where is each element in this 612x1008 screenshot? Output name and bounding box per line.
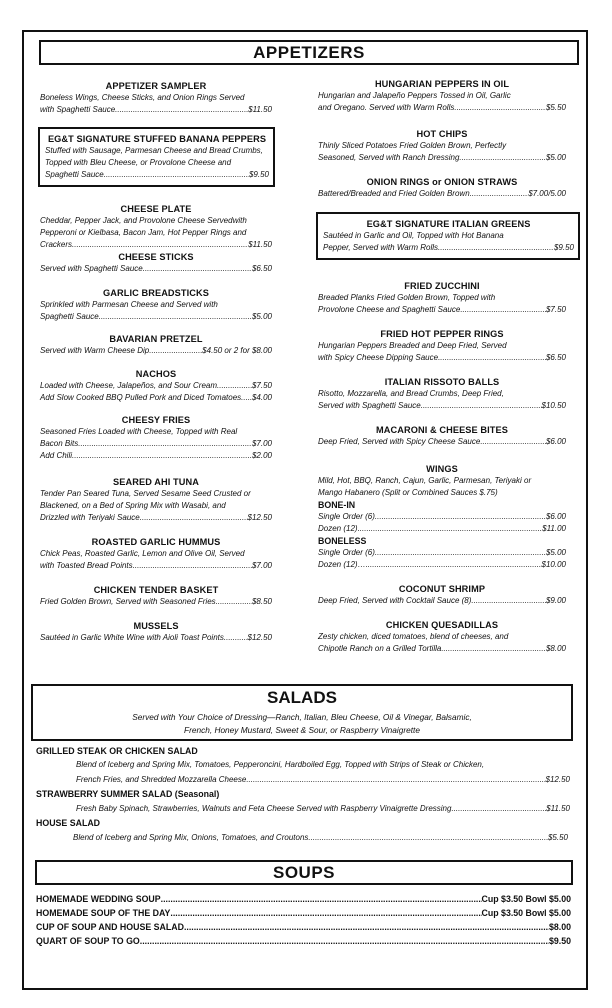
dot-leader <box>143 263 252 275</box>
hungarian-peppers-in-oil-price: $5.50 <box>545 103 566 112</box>
hot-chips-price: $5.00 <box>545 153 566 162</box>
roasted-garlic-hummus-description: Chick Peas, Roasted Garlic, Lemon and Olive Oil, Served <box>40 549 245 558</box>
menu-item-chicken-quesadillas <box>318 619 566 655</box>
salad-desc-1b: French Fries, and Shredded Mozzarella Cheese <box>76 775 247 784</box>
dot-leader <box>115 104 248 116</box>
menu-item-seared-ahi-tuna <box>40 476 272 524</box>
hungarian-peppers-in-oil-name: HUNGARIAN PEPPERS IN OIL <box>374 79 510 89</box>
dot-leader <box>438 352 546 364</box>
italian-rissoto-balls-price-line <box>318 400 566 412</box>
wings-boneless-price: $10.00 <box>541 560 566 569</box>
italian-rissoto-balls-line-text: Served with Spaghetti Sauce <box>318 401 421 410</box>
egandt-signature-italian-greens-line-text: Pepper, Served with Warm Rolls <box>323 243 439 252</box>
menu-item-italian-rissoto-balls <box>318 376 566 412</box>
menu-item-bavarian-pretzel <box>40 333 272 357</box>
fried-hot-pepper-rings-name: FRIED HOT PEPPER RINGS <box>380 329 504 339</box>
seared-ahi-tuna-description: Tender Pan Seared Tuna, Served Sesame Seed Crusted or Blackened, on a Bed of Spring Mix with Wasabi, and <box>40 489 251 510</box>
coconut-shrimp-name: COCONUT SHRIMP <box>398 584 486 594</box>
wings-bone-in-price: $11.00 <box>542 524 566 533</box>
hot-chips-name: HOT CHIPS <box>416 129 468 139</box>
cheese-sticks-price: $6.50 <box>251 264 272 273</box>
menu-item-chicken-tender-basket <box>40 584 272 608</box>
macaroni-and-cheese-bites-line-text: Deep Fried, Served with Spicy Cheese Sauce <box>318 437 481 446</box>
dot-leader <box>149 345 202 357</box>
menu-item-macaroni-and-cheese-bites <box>318 424 566 448</box>
soup-name-2: HOMEMADE SOUP OF THE DAY <box>36 908 171 918</box>
nachos-price: $7.50 <box>251 381 272 390</box>
wings-description: Mild, Hot, BBQ, Ranch, Cajun, Garlic, Parmesan, Teriyaki or Mango Habanero (Split or Combined Sauces $.75) <box>318 476 532 497</box>
hungarian-peppers-in-oil-description: Hungarian and Jalapeño Peppers Tossed in Oil, Garlic <box>318 91 511 100</box>
salad-price-1: $12.50 <box>545 775 570 784</box>
garlic-breadsticks-price: $5.00 <box>251 312 272 321</box>
soup-row-4 <box>36 935 571 947</box>
egandt-signature-stuffed-banana-peppers-line-text: Spaghetti Sauce <box>45 170 104 179</box>
dressing-note-line-1: Served with Your Choice of Dressing—Ranch, Italian, Bleu Cheese, Oil & Vinegar, Balsamic, <box>132 712 472 722</box>
menu-item-onion-rings-or-onion-straws <box>318 176 566 200</box>
wings-bone-in-price-line <box>318 511 566 523</box>
nachos-line-text: Loaded with Cheese, Jalapeños, and Sour Cream <box>40 381 217 390</box>
coconut-shrimp-price: $9.00 <box>545 596 566 605</box>
egandt-signature-italian-greens-description: Sautéed in Garlic and Oil, Topped with Hot Banana <box>323 231 504 240</box>
menu-item-wings <box>318 463 566 571</box>
seared-ahi-tuna-name: SEARED AHI TUNA <box>113 477 199 487</box>
appetizer-sampler-description: Boneless Wings, Cheese Sticks, and Onion Rings Served <box>40 93 245 102</box>
salad-row-2 <box>76 803 570 815</box>
menu-item-cheesy-fries <box>40 414 272 462</box>
appetizers-title: APPETIZERS <box>253 43 365 62</box>
dot-leader <box>72 239 248 251</box>
onion-rings-or-onion-straws-line-text: Battered/Breaded and Fried Golden Brown <box>318 189 470 198</box>
dot-leader <box>133 560 252 572</box>
salad-name-1: GRILLED STEAK OR CHICKEN SALAD <box>36 746 198 756</box>
egandt-signature-stuffed-banana-peppers-price-line <box>45 169 269 181</box>
menu-item-cheese-plate <box>40 203 272 251</box>
egandt-signature-stuffed-banana-peppers-price: $9.50 <box>248 170 269 179</box>
italian-rissoto-balls-price: $10.50 <box>541 401 566 410</box>
dot-leader <box>460 304 546 316</box>
dot-leader <box>441 643 546 655</box>
fried-zucchini-description: Breaded Planks Fried Golden Brown, Topped with <box>318 293 496 302</box>
dot-leader <box>470 188 529 200</box>
macaroni-and-cheese-bites-name: MACARONI & CHEESE BITES <box>376 425 508 435</box>
soup-price-2: Cup $3.50 Bowl $5.00 <box>481 908 571 918</box>
italian-rissoto-balls-name: ITALIAN RISSOTO BALLS <box>384 377 500 387</box>
macaroni-and-cheese-bites-price-line <box>318 436 566 448</box>
menu-item-egandt-signature-stuffed-banana-peppers <box>38 127 275 187</box>
italian-rissoto-balls-description: Risotto, Mozzarella, and Bread Crumbs, Deep Fried, <box>318 389 504 398</box>
macaroni-and-cheese-bites-price: $6.00 <box>545 437 566 446</box>
roasted-garlic-hummus-price: $7.00 <box>251 561 272 570</box>
menu-item-garlic-breadsticks <box>40 287 272 323</box>
hungarian-peppers-in-oil-price-line <box>318 102 566 114</box>
cheesy-fries-name: CHEESY FRIES <box>121 415 191 425</box>
chicken-tender-basket-line-text: Fried Golden Brown, Served with Seasoned Fries <box>40 597 216 606</box>
appetizers-left-column <box>40 80 272 644</box>
dot-leader <box>375 547 546 559</box>
fried-zucchini-name: FRIED ZUCCHINI <box>404 281 480 291</box>
mussels-price-line <box>40 632 272 644</box>
wings-boneless-price-line <box>318 559 566 571</box>
salad-price-3: $5.50 <box>547 833 568 842</box>
bavarian-pretzel-line-text: Served with Warm Cheese Dip <box>40 346 150 355</box>
onion-rings-or-onion-straws-name: ONION RINGS or ONION STRAWS <box>366 177 518 187</box>
cheesy-fries-price: $2.00 <box>251 451 272 460</box>
menu-item-coconut-shrimp <box>318 583 566 607</box>
menu-item-egandt-signature-italian-greens <box>316 212 580 260</box>
seared-ahi-tuna-line-text: Drizzled with Teriyaki Sauce <box>40 513 140 522</box>
coconut-shrimp-price-line <box>318 595 566 607</box>
cheese-sticks-name: CHEESE STICKS <box>118 252 194 262</box>
garlic-breadsticks-description: Sprinkled with Parmesan Cheese and Served with <box>40 300 218 309</box>
appetizers-right-column <box>318 78 574 655</box>
dot-leader <box>224 632 248 644</box>
dot-leader <box>216 596 252 608</box>
dot-leader <box>375 511 546 523</box>
wings-bone-in-line-text: Dozen (12) <box>318 524 358 533</box>
fried-hot-pepper-rings-price-line <box>318 352 566 364</box>
cheesy-fries-line-text: Bacon Bits <box>40 439 79 448</box>
dot-leader <box>459 152 546 164</box>
dot-leader <box>140 512 248 524</box>
wings-name: WINGS <box>426 464 458 474</box>
salad-desc-2: Fresh Baby Spinach, Strawberries, Walnuts and Feta Cheese Served with Raspberry Vinaigrette Dressing <box>76 804 452 813</box>
menu-item-appetizer-sampler <box>40 80 272 116</box>
soup-row-1 <box>36 893 571 905</box>
fried-hot-pepper-rings-line-text: with Spicy Cheese Dipping Sauce <box>318 353 439 362</box>
dot-leader <box>480 436 546 448</box>
chicken-quesadillas-description: Zesty chicken, diced tomatoes, blend of cheeses, and <box>318 632 509 641</box>
coconut-shrimp-line-text: Deep Fried, Served with Cocktail Sauce (8) <box>318 596 472 605</box>
chicken-tender-basket-price: $8.50 <box>251 597 272 606</box>
menu-item-roasted-garlic-hummus <box>40 536 272 572</box>
dot-leader <box>438 242 554 254</box>
cheese-sticks-price-line <box>40 263 272 275</box>
wings-bone-in-label: BONE-IN <box>318 500 356 510</box>
chicken-tender-basket-name: CHICKEN TENDER BASKET <box>93 585 219 595</box>
egandt-signature-italian-greens-price: $9.50 <box>553 243 574 252</box>
seared-ahi-tuna-price: $12.50 <box>247 513 272 522</box>
wings-bone-in-price: $6.00 <box>545 512 566 521</box>
onion-rings-or-onion-straws-price-line <box>318 188 566 200</box>
hot-chips-line-text: Seasoned, Served with Ranch Dressing <box>318 153 460 162</box>
mussels-name: MUSSELS <box>133 621 179 631</box>
appetizer-sampler-price-line <box>40 104 272 116</box>
onion-rings-or-onion-straws-price: $7.00/5.00 <box>528 189 566 198</box>
wings-bone-in-line-text: Single Order (6) <box>318 512 375 521</box>
fried-zucchini-line-text: Provolone Cheese and Spaghetti Sauce <box>318 305 461 314</box>
nachos-price-line <box>40 380 272 392</box>
wings-boneless-line-text: Dozen (12)… <box>318 560 366 569</box>
soup-price-4: $9.50 <box>548 936 571 946</box>
nachos-line-text: Add Slow Cooked BBQ Pulled Pork and Diced Tomatoes <box>40 393 242 402</box>
appetizer-sampler-line-text: with Spaghetti Sauce <box>40 105 116 114</box>
garlic-breadsticks-name: GARLIC BREADSTICKS <box>103 288 209 298</box>
egandt-signature-stuffed-banana-peppers-name: EG&T SIGNATURE STUFFED BANANA PEPPERS <box>47 134 267 144</box>
chicken-quesadillas-line-text: Chipotle Ranch on a Grilled Tortilla <box>318 644 442 653</box>
chicken-tender-basket-price-line <box>40 596 272 608</box>
wings-boneless-label: BONELESS <box>318 536 367 546</box>
salad-row-1 <box>76 774 570 786</box>
cheesy-fries-price-line <box>40 450 272 462</box>
soup-name-4: QUART OF SOUP TO GO <box>36 936 140 946</box>
egandt-signature-stuffed-banana-peppers-description: Stuffed with Sausage, Parmesan Cheese and Bread Crumbs, Topped with Bleu Cheese, or Provolone Cheese and <box>45 146 263 167</box>
appetizer-sampler-price: $11.50 <box>248 105 272 114</box>
dressing-note-line-2: French, Honey Mustard, Sweet & Sour, or Raspberry Vinaigrette <box>184 725 420 735</box>
dot-leader <box>358 523 543 535</box>
garlic-breadsticks-line-text: Spaghetti Sauce <box>40 312 99 321</box>
salad-name-2: STRAWBERRY SUMMER SALAD (Seasonal) <box>36 789 220 799</box>
seared-ahi-tuna-price-line <box>40 512 272 524</box>
chicken-quesadillas-price: $8.00 <box>545 644 566 653</box>
chicken-quesadillas-name: CHICKEN QUESADILLAS <box>385 620 499 630</box>
menu-item-hot-chips <box>318 128 566 164</box>
cheese-plate-description: Cheddar, Pepper Jack, and Provolone Cheese Servedwith Pepperoni or Kielbasa, Bacon Jam, Hot Pepper Rings and <box>40 216 247 237</box>
dot-leader <box>78 438 252 450</box>
cheesy-fries-price-line <box>40 438 272 450</box>
cheese-plate-price: $11.50 <box>248 240 272 249</box>
menu-item-fried-hot-pepper-rings <box>318 328 566 364</box>
mussels-line-text: Sautéed in Garlic White Wine with Aioli Toast Points <box>40 633 224 642</box>
menu-item-hungarian-peppers-in-oil <box>318 78 566 114</box>
soup-name-3: CUP OF SOUP AND HOUSE SALAD <box>36 922 184 932</box>
salads-title: SALADS <box>267 688 337 707</box>
bavarian-pretzel-price: $4.50 or 2 for $8.00 <box>202 346 272 355</box>
roasted-garlic-hummus-line-text: with Toasted Bread Points <box>40 561 133 570</box>
soups-title: SOUPS <box>272 863 336 882</box>
chicken-quesadillas-price-line <box>318 643 566 655</box>
salad-desc-3: Blend of Iceberg and Spring Mix, Onions, Tomatoes, and Croutons <box>73 833 309 842</box>
menu-item-fried-zucchini <box>318 280 566 316</box>
dot-leader <box>366 559 542 571</box>
wings-bone-in-price-line <box>318 523 566 535</box>
dot-leader <box>454 102 546 114</box>
fried-hot-pepper-rings-price: $6.50 <box>545 353 566 362</box>
dot-leader <box>104 169 249 181</box>
bavarian-pretzel-price-line <box>40 345 272 357</box>
menu-item-nachos <box>40 368 272 404</box>
appetizers-banner <box>39 40 579 65</box>
hungarian-peppers-in-oil-line-text: and Oregano. Served with Warm Rolls <box>318 103 455 112</box>
dot-leader <box>72 450 252 462</box>
mussels-price: $12.50 <box>247 633 272 642</box>
cheesy-fries-description: Seasoned Fries Loaded with Cheese, Topped with Real <box>40 427 238 436</box>
dot-leader <box>421 400 542 412</box>
wings-boneless-line-text: Single Order (6) <box>318 548 375 557</box>
fried-hot-pepper-rings-description: Hungarian Peppers Breaded and Deep Fried, Served <box>318 341 507 350</box>
menu-item-mussels <box>40 620 272 644</box>
cheese-sticks-line-text: Served with Spaghetti Sauce <box>40 264 143 273</box>
salads-dressing-note <box>31 711 573 737</box>
cheesy-fries-line-text: Add Chili <box>40 451 73 460</box>
cheesy-fries-price: $7.00 <box>251 439 272 448</box>
dot-leader <box>471 595 546 607</box>
garlic-breadsticks-price-line <box>40 311 272 323</box>
soup-row-2 <box>36 907 571 919</box>
dot-leader <box>217 380 252 392</box>
egandt-signature-italian-greens-name: EG&T SIGNATURE ITALIAN GREENS <box>366 219 531 229</box>
fried-zucchini-price: $7.50 <box>545 305 566 314</box>
appetizer-sampler-name: APPETIZER SAMPLER <box>105 81 207 91</box>
soup-name-1: HOMEMADE WEDDING SOUP <box>36 894 161 904</box>
soup-row-3 <box>36 921 571 933</box>
nachos-name: NACHOS <box>135 369 177 379</box>
bavarian-pretzel-name: BAVARIAN PRETZEL <box>109 334 203 344</box>
salad-name-3: HOUSE SALAD <box>36 818 101 828</box>
fried-zucchini-price-line <box>318 304 566 316</box>
dot-leader <box>241 392 252 404</box>
salad-price-2: $11.50 <box>546 804 570 813</box>
wings-boneless-price-line <box>318 547 566 559</box>
soups-banner <box>35 860 573 885</box>
cheese-plate-price-line <box>40 239 272 251</box>
salad-desc-1a: Blend of Iceberg and Spring Mix, Tomatoes, Pepperoncini, Hardboiled Egg, Topped with Strips of Steak or Chicken, <box>76 760 485 769</box>
hot-chips-description: Thinly Sliced Potatoes Fried Golden Brown, Perfectly <box>318 141 507 150</box>
dot-leader <box>99 311 252 323</box>
nachos-price-line <box>40 392 272 404</box>
cheese-plate-line-text: Crackers <box>40 240 73 249</box>
wings-boneless-price: $5.00 <box>545 548 566 557</box>
soup-price-1: Cup $3.50 Bowl $5.00 <box>481 894 571 904</box>
cheese-plate-name: CHEESE PLATE <box>120 204 192 214</box>
nachos-price: $4.00 <box>251 393 272 402</box>
hot-chips-price-line <box>318 152 566 164</box>
soup-price-3: $8.00 <box>548 922 571 932</box>
roasted-garlic-hummus-name: ROASTED GARLIC HUMMUS <box>91 537 221 547</box>
roasted-garlic-hummus-price-line <box>40 560 272 572</box>
menu-item-cheese-sticks <box>40 251 272 275</box>
salad-row-3 <box>73 832 568 844</box>
egandt-signature-italian-greens-price-line <box>323 242 574 254</box>
